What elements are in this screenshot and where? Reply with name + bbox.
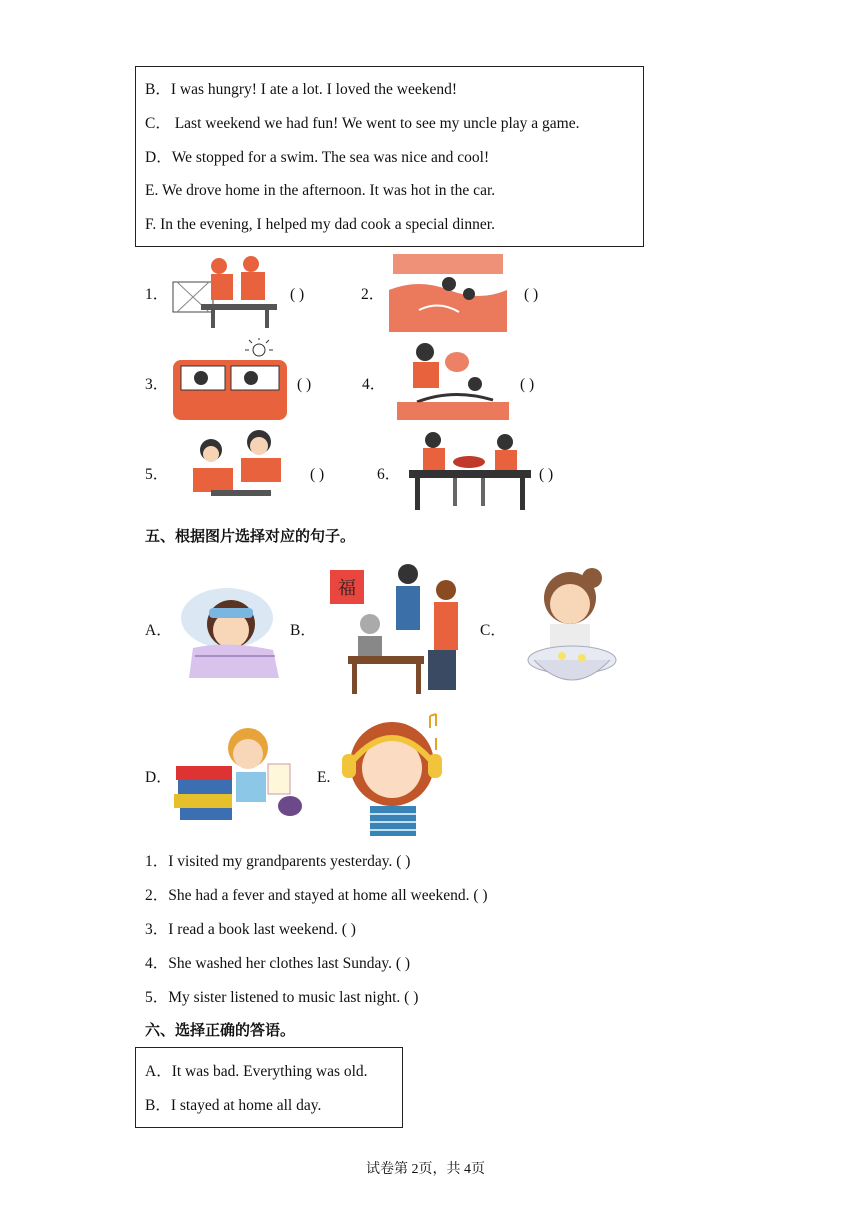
item-number: 1． (145, 286, 169, 303)
visit-grandparents-image (318, 560, 470, 698)
answer-blank[interactable]: ( ) (520, 376, 535, 393)
option-b: B．I was hungry! I ate a lot. I loved the weekend! (145, 81, 458, 98)
item-number: 6． (377, 466, 401, 483)
answer-blank[interactable]: ( ) (290, 286, 305, 303)
eating-meal-image (397, 340, 509, 422)
question-5: 5．My sister listened to music last night. ( ) (145, 989, 419, 1006)
fu-character: 福 (338, 578, 356, 599)
item-number: 2． (361, 286, 385, 303)
answer-blank[interactable]: ( ) (524, 286, 539, 303)
option-e: E. We drove home in the afternoon. It was hot in the car. (145, 182, 496, 199)
option-c: C． Last weekend we had fun! We went to see my uncle play a game. (145, 115, 580, 132)
page-footer: 试卷第 2页，共 4页 (366, 1162, 485, 1177)
item-number: 5． (145, 466, 169, 483)
answer-blank[interactable]: ( ) (539, 466, 554, 483)
option-d: D．We stopped for a swim. The sea was nice and cool! (145, 149, 490, 166)
answers-box (135, 1047, 403, 1128)
item-number: 4． (362, 376, 386, 393)
option-label-c: C． (480, 622, 506, 639)
option-label-d: D． (145, 769, 172, 786)
option-f: F. In the evening, I helped my dad cook a special dinner. (145, 216, 495, 233)
answer-b: B．I stayed at home all day. (145, 1097, 322, 1114)
item-number: 3． (145, 376, 169, 393)
question-3: 3．I read a book last weekend. ( ) (145, 921, 356, 938)
answer-blank[interactable]: ( ) (297, 376, 312, 393)
section-5-heading: 五、根据图片选择对应的句子。 (145, 527, 356, 545)
options-box (135, 66, 644, 247)
swimming-sea-image (389, 250, 507, 332)
option-label-e: E. (317, 769, 331, 786)
driving-car-image (171, 338, 289, 422)
music-headphones-image (340, 710, 450, 836)
answer-a: A．It was bad. Everything was old. (145, 1063, 368, 1080)
family-dinner-image (409, 428, 531, 512)
question-2: 2．She had a fever and stayed at home all weekend. ( ) (145, 887, 488, 904)
basketball-game-image (171, 252, 281, 330)
reading-girl-image (172, 724, 308, 824)
question-4: 4．She washed her clothes last Sunday. ( ) (145, 955, 411, 972)
question-1: 1．I visited my grandparents yesterday. ( ) (145, 853, 411, 870)
cooking-with-dad-image (171, 428, 297, 500)
option-label-b: B． (290, 622, 316, 639)
sick-girl-image (173, 582, 281, 678)
answer-blank[interactable]: ( ) (310, 466, 325, 483)
option-label-a: A． (145, 622, 172, 639)
washing-clothes-image (522, 560, 622, 698)
section-6-heading: 六、选择正确的答语。 (145, 1021, 296, 1039)
